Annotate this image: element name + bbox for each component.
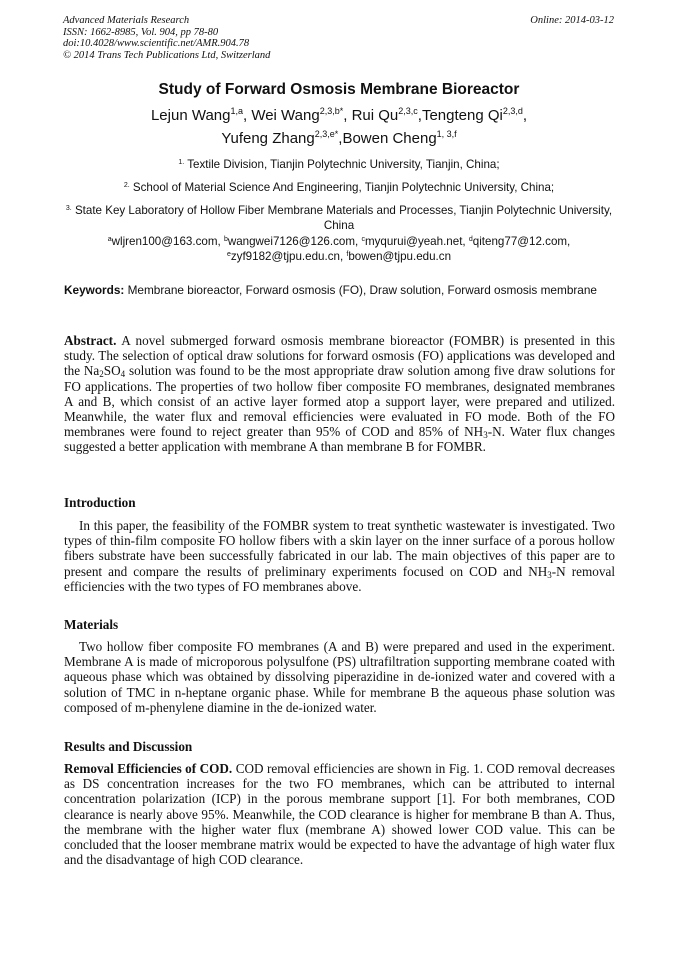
- subscript: 4: [120, 369, 126, 380]
- affiliation: [55, 203, 623, 233]
- paragraph-text: In this paper, the feasibility of the FOMBR system to treat synthetic wastewater is investigated. Two types of thin-film composite FO hollow fibers with a skin layer on the inner surface of a porous hollow fibers substrate have been successfully fabricated in our lab. The main objectives of this paper are to present and compare the results of preliminary experiments focused on COD and NH: [64, 518, 615, 579]
- affiliation-text: Textile Division, Tianjin Polytechnic University, Tianjin, China;: [187, 158, 500, 171]
- section-heading-materials: Materials: [64, 617, 119, 632]
- author-affil-mark: 2,3,b*: [319, 106, 344, 116]
- subscript: 2: [99, 369, 104, 380]
- affiliation-list: [55, 157, 623, 241]
- affiliation-text: School of Material Science And Engineering, Tianjin Polytechnic University, China;: [132, 181, 555, 194]
- author-separator: ,: [338, 130, 343, 147]
- journal-header: [63, 15, 423, 61]
- email-mark: f: [346, 251, 349, 258]
- affiliation-mark: 2.: [123, 182, 130, 189]
- subscript: 3: [547, 569, 552, 580]
- email-mark: d: [468, 236, 473, 243]
- abstract: [64, 333, 615, 455]
- author-name: Bowen Cheng: [342, 130, 437, 147]
- author-separator: ,: [343, 107, 352, 124]
- author-name: Lejun Wang: [150, 107, 231, 124]
- section-heading-introduction: Introduction: [64, 495, 136, 510]
- author-affil-mark: 2,3,c: [398, 106, 418, 116]
- affiliation-mark: 1.: [178, 159, 185, 166]
- materials-body: [64, 639, 615, 715]
- keywords: [64, 283, 615, 298]
- email-address: zyf9182@tjpu.edu.cn,: [230, 250, 347, 263]
- author-name: Yufeng Zhang: [221, 130, 315, 147]
- email-address: bowen@tjpu.edu.cn: [348, 250, 452, 263]
- email-mark: e: [226, 251, 231, 258]
- author-affil-mark: 2,3,e*: [314, 129, 339, 139]
- author-affil-mark: 1,a: [230, 106, 243, 116]
- author-separator: ,: [417, 107, 422, 124]
- subscript: 3: [483, 430, 488, 441]
- issn-line: ISSN: 1662-8985, Vol. 904, pp 78-80: [63, 26, 219, 38]
- abstract-text: A novel submerged forward osmosis membrane bioreactor (FOMBR) is presented in this study. The selection of optical draw solutions for forward osmosis (FO) applications was developed and the Na: [64, 333, 615, 379]
- paragraph-text: Two hollow fiber composite FO membranes (A and B) were prepared and used in the experiment. Membrane A is made of microporous polysulfone (PS) ultrafiltration supporting membrane coated with aqueous phase which was obtained by dissolving piperazidine in de-ionized water and covered with a solution of TMC in n-heptane organic phase. While for membrane B the aqueous phase solution was composed of m-phenylene diamine in the de-ionized water.: [64, 639, 615, 715]
- section-heading-results: Results and Discussion: [64, 739, 193, 754]
- online-date: Online: 2014-03-12: [530, 15, 614, 26]
- keywords-text: Membrane bioreactor, Forward osmosis (FO), Draw solution, Forward osmosis membrane: [124, 283, 597, 297]
- email-address: wljren100@163.com,: [111, 235, 224, 248]
- author-list: [40, 104, 638, 150]
- email-address: wangwei7126@126.com,: [227, 235, 362, 248]
- copyright-line: © 2014 Trans Tech Publications Ltd, Switzerland: [63, 49, 271, 61]
- keywords-label: Keywords:: [64, 283, 125, 297]
- affiliation-mark: 3.: [65, 205, 72, 212]
- author-name: Wei Wang: [251, 107, 320, 124]
- email-mark: b: [223, 236, 228, 243]
- author-affil-mark: 2,3,d: [502, 106, 523, 116]
- email-address: myqurui@yeah.net,: [364, 235, 469, 248]
- doi-line: doi:10.4028/www.scientific.net/AMR.904.78: [63, 38, 250, 49]
- affiliation: [55, 157, 623, 172]
- subsection-lead: Removal Efficiencies of COD.: [64, 761, 233, 776]
- email-mark: a: [107, 236, 112, 243]
- paragraph-text: COD removal efficiencies are shown in Fig. 1. COD removal decreases as DS concentration increases for the two FO membranes, which can be attributed to internal concentration polarization (ICP) in the porous membrane support [1]. For both membranes, COD clearance is nearly above 95%. Meanwhile, the COD clearance is higher for membrane B than A. Thus, the membrane with the higher water flux (membrane A) showed lower COD value. This can be concluded that the looser membrane matrix would be expected to have the advantage of high water flux and the disadvantage of high COD clearance.: [64, 761, 615, 868]
- author-separator: ,: [522, 107, 528, 124]
- abstract-text: SO: [103, 363, 121, 379]
- abstract-label: Abstract.: [64, 333, 117, 348]
- introduction-body: [64, 518, 615, 594]
- affiliation: [55, 180, 623, 195]
- email-mark: c: [361, 236, 365, 243]
- author-affil-mark: 1, 3,f: [436, 129, 457, 139]
- abstract-text: solution was found to be the most appropriate draw solution among five draw solutions for FO applications. The properties of two hollow fiber composite FO membranes, designated membranes A and B, which consist of an active layer formed atop a support layer, were prepared and utilized. Meanwhile, the water flux and removal efficiencies were evaluated in FO mode. Both of the FO membranes were found to reject greater than 95% of COD and 85% of NH: [64, 363, 615, 440]
- email-address: qiteng77@12.com,: [472, 235, 571, 248]
- abstract-text: -N. Water flux changes suggested a better application with membrane A than membrane B for FOMBR.: [64, 424, 616, 455]
- results-body: [64, 761, 615, 867]
- paragraph-text: -N removal efficiencies with the two types of FO membranes above.: [64, 563, 615, 594]
- journal-name: Advanced Materials Research: [63, 15, 190, 26]
- author-name: Tengteng Qi: [421, 107, 503, 124]
- author-name: Rui Qu: [351, 107, 399, 124]
- affiliation-text: State Key Laboratory of Hollow Fiber Membrane Materials and Processes, Tianjin Polytechnic University, China: [74, 204, 613, 232]
- paper-title: Study of Forward Osmosis Membrane Bioreactor: [158, 81, 520, 98]
- author-separator: ,: [242, 107, 252, 124]
- email-list: [55, 234, 623, 264]
